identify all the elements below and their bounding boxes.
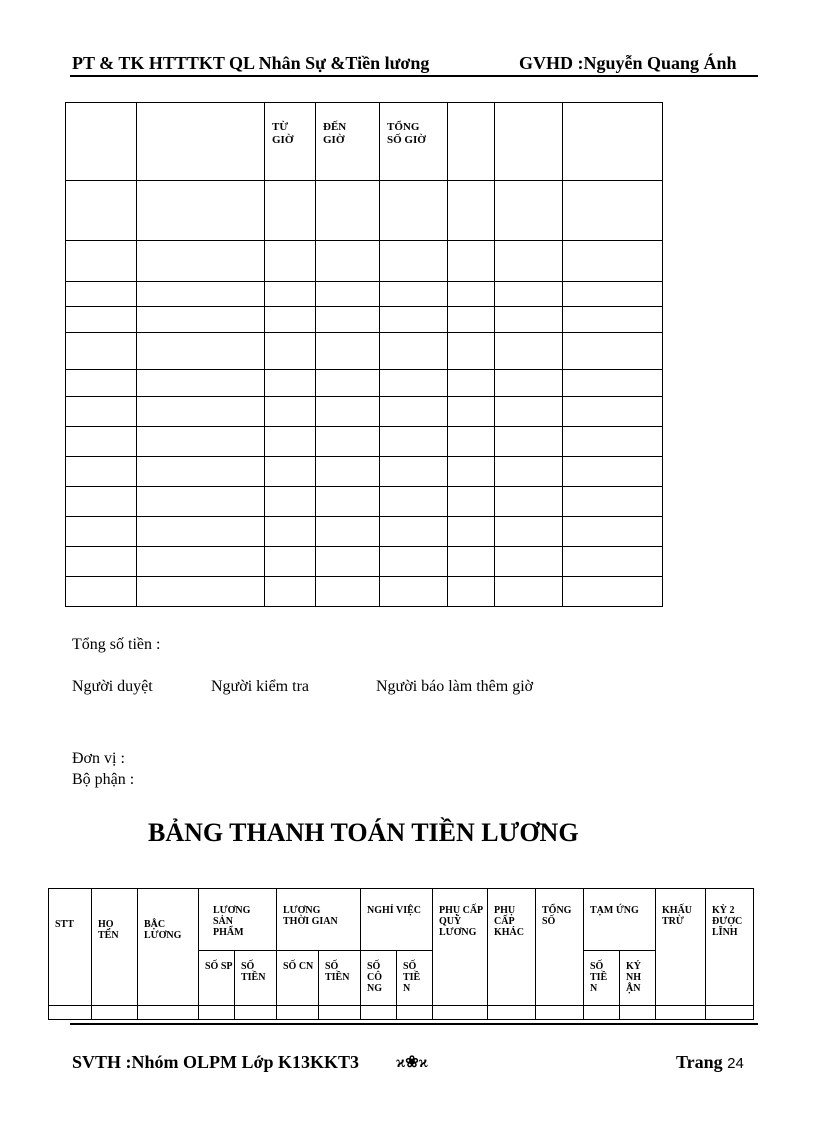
- payroll-table: [48, 888, 754, 1020]
- table-row: [66, 457, 663, 487]
- header-right: GVHD :Nguyễn Quang Ánh: [519, 53, 737, 73]
- header-fund-allowance: PHỤ CẤP QUỸ LƯƠNG: [433, 889, 488, 1006]
- checker-label: Người kiểm tra: [211, 678, 309, 695]
- table-row: [66, 333, 663, 370]
- sub-advance-money: SỐ TIỀ N: [584, 951, 620, 1006]
- table-row: [66, 547, 663, 577]
- table-row: [66, 517, 663, 547]
- header-other-allowance: PHỤ CẤP KHÁC: [488, 889, 536, 1006]
- table-row: [66, 282, 663, 307]
- sub-cn-count: SỐ CN: [277, 951, 319, 1006]
- table-row: [66, 181, 663, 241]
- header-stt: STT: [49, 889, 92, 1006]
- header-deduction: KHẤU TRỪ: [656, 889, 706, 1006]
- overtime-header-total: TỔNG SỐ GIỜ: [380, 103, 448, 181]
- footer-rule: [70, 1023, 758, 1025]
- table-row: [49, 1006, 754, 1020]
- ornament-icon: ϰ❀ϰ: [396, 1054, 428, 1071]
- overtime-header-cell: [495, 103, 563, 181]
- overtime-reporter-label: Người báo làm thêm giờ: [376, 678, 534, 695]
- table-row: [66, 487, 663, 517]
- overtime-header-row: [66, 103, 663, 181]
- overtime-header-cell: [563, 103, 663, 181]
- header-rule: [70, 75, 758, 77]
- header-product-wage: LƯƠNG SẢN PHẨM: [199, 889, 277, 951]
- table-row: [66, 307, 663, 333]
- page-number: [676, 1052, 744, 1073]
- overtime-header-cell: [66, 103, 137, 181]
- overtime-header-to: ĐẾN GIỜ: [316, 103, 380, 181]
- sub-leave-days: SỐ CÔ NG: [361, 951, 397, 1006]
- header-period2: KỲ 2 ĐƯỢC LĨNH: [706, 889, 754, 1006]
- sub-signature: KÝ NH ẬN: [620, 951, 656, 1006]
- header-total: TỔNG SỐ: [536, 889, 584, 1006]
- sub-leave-money: SỐ TIỀ N: [397, 951, 433, 1006]
- payroll-title: BẢNG THANH TOÁN TIỀN LƯƠNG: [148, 818, 579, 847]
- overtime-header-from: TỪ GIỜ: [265, 103, 316, 181]
- header-time-wage: LƯƠNG THỜI GIAN: [277, 889, 361, 951]
- overtime-table: [65, 102, 663, 607]
- header-grade: BẬC LƯƠNG: [138, 889, 199, 1006]
- header-leave: NGHỈ VIỆC: [361, 889, 433, 951]
- table-row: [66, 577, 663, 607]
- table-row: [66, 241, 663, 282]
- approver-label: Người duyệt: [72, 678, 153, 695]
- header-name: HỌ TÊN: [92, 889, 138, 1006]
- payroll-header-row: [49, 889, 754, 951]
- table-row: [66, 370, 663, 397]
- sub-time-money: SỐ TIỀN: [319, 951, 361, 1006]
- header-left: PT & TK HTTTKT QL Nhân Sự &Tiền lương: [72, 53, 430, 73]
- overtime-header-cell: [137, 103, 265, 181]
- header-advance: TẠM ỨNG: [584, 889, 656, 951]
- unit-label: Đơn vị :: [72, 750, 125, 767]
- overtime-header-cell: [448, 103, 495, 181]
- sub-sp-money: SỐ TIỀN: [235, 951, 277, 1006]
- footer-author: SVTH :Nhóm OLPM Lớp K13KKT3: [72, 1052, 359, 1072]
- page-label: Trang: [676, 1052, 723, 1072]
- department-label: Bộ phận :: [72, 771, 135, 788]
- sub-sp-count: SỐ SP: [199, 951, 235, 1006]
- table-row: [66, 397, 663, 427]
- total-amount-label: Tổng số tiền :: [72, 636, 161, 653]
- table-row: [66, 427, 663, 457]
- page-number-value: 24: [727, 1055, 744, 1072]
